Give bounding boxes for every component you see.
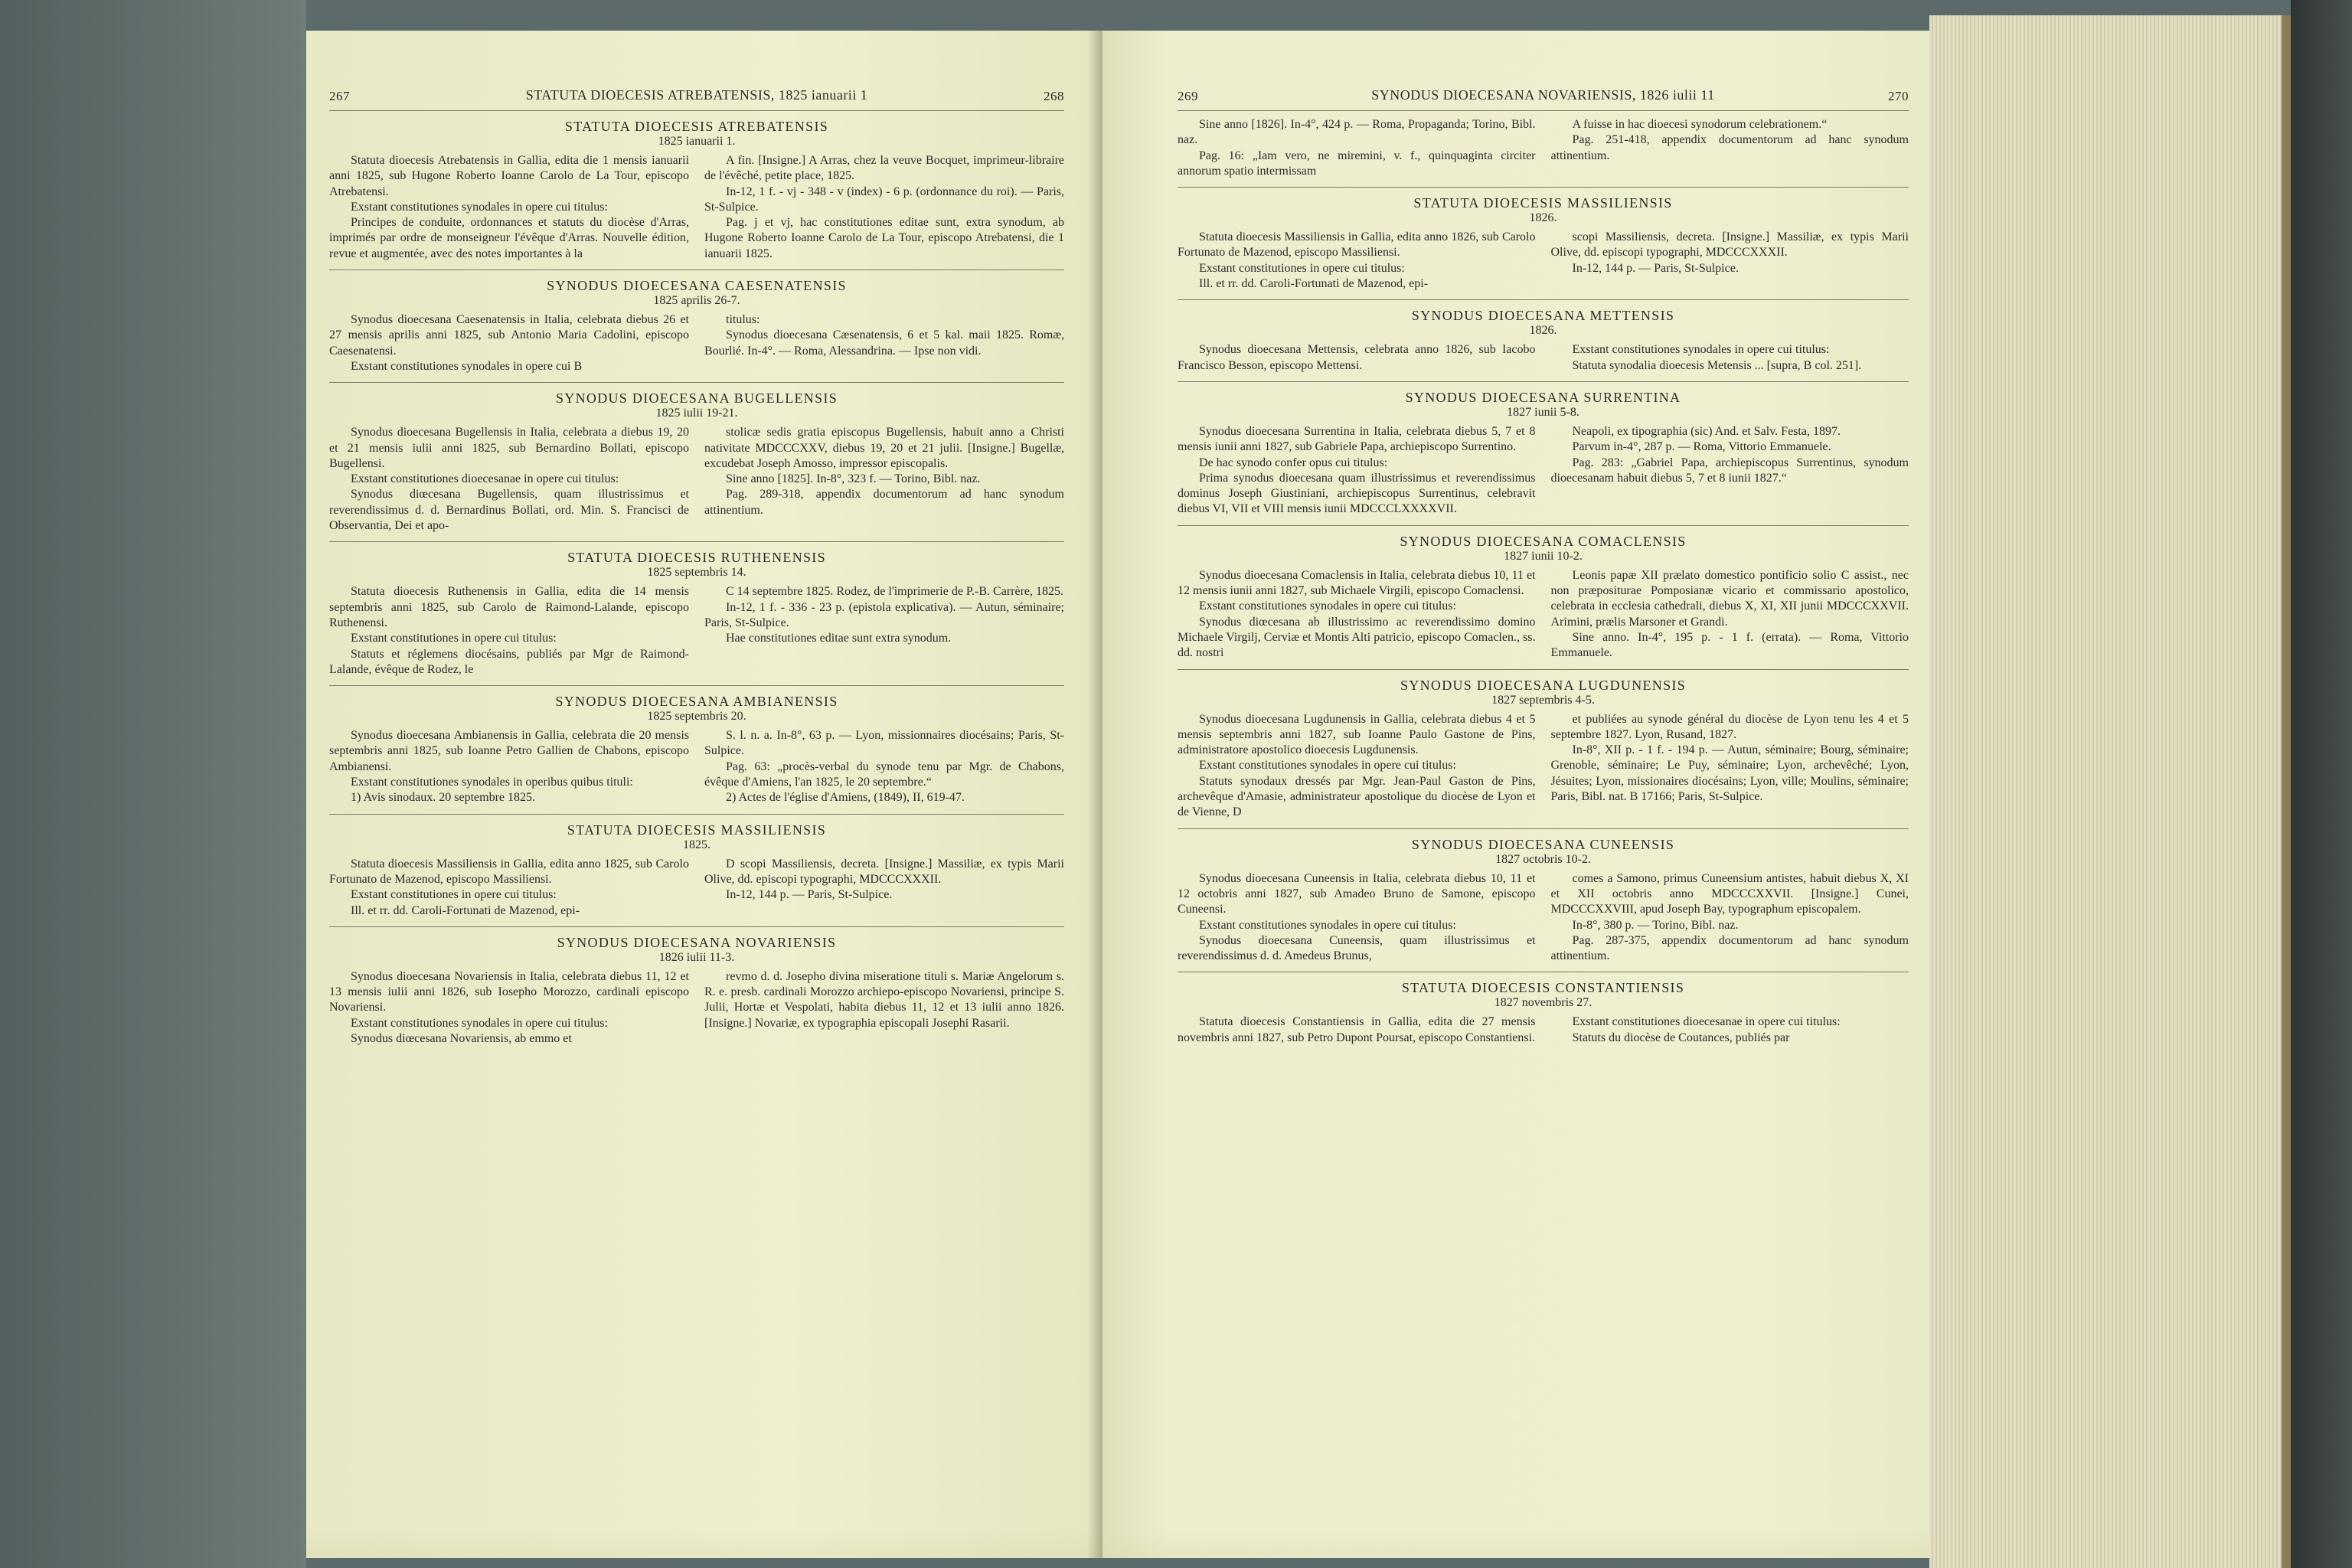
text-column bbox=[704, 857, 1064, 919]
paragraph: Exstant constitutiones synodales in opere cui titulus: bbox=[1199, 599, 1456, 613]
paragraph: Exstant constitutiones in opere cui titulus: bbox=[351, 888, 557, 902]
entry bbox=[329, 935, 1064, 1047]
paragraph: titulus: bbox=[726, 313, 760, 327]
section-divider bbox=[1178, 669, 1909, 670]
paragraph: In-8°, 380 p. — Torino, Bibl. naz. bbox=[1572, 918, 1739, 932]
text-column bbox=[1551, 117, 1909, 179]
background-left bbox=[0, 0, 306, 1568]
paragraph: scopi Massiliensis, decreta. [Insigne.] Massiliæ, ex typis Marii Olive, dd. episcopi typographi, MDCCCXXXII. bbox=[1550, 230, 1909, 260]
text-column bbox=[1551, 712, 1909, 821]
entry-title: STATUTA DIOECESIS RUTHENENSIS bbox=[567, 550, 826, 566]
entry bbox=[1178, 308, 1909, 374]
paragraph: Sine anno [1825]. In-8°, 323 f. — Torino, Bibl. naz. bbox=[726, 472, 981, 486]
text-column bbox=[704, 312, 1064, 374]
entry-date: 1825 septembris 14. bbox=[647, 566, 746, 580]
paragraph: Sine anno. In-4°, 195 p. - 1 f. (errata). — Roma, Vittorio Emmanuele. bbox=[1550, 630, 1909, 660]
paragraph: Principes de conduite, ordonnances et statuts du diocèse d'Arras, imprimés par ordre de monseigneur l'évêque d'Arras. Nouvelle édition, revue et augmentée, avec des notes importantes à la bbox=[329, 216, 689, 260]
paragraph: A fin. [Insigne.] A Arras, chez la veuve Bocquet, imprimeur-libraire de l'évêché, petite place, 1825. bbox=[704, 154, 1064, 183]
paragraph: In-12, 144 p. — Paris, St-Sulpice. bbox=[726, 888, 893, 902]
text-column bbox=[1551, 568, 1909, 662]
paragraph: Synodus diœcesana Novariensis, ab emmo et bbox=[351, 1031, 572, 1045]
divider bbox=[329, 110, 1064, 111]
text-column bbox=[704, 425, 1064, 534]
entry-title: SYNODUS DIOECESANA LUGDUNENSIS bbox=[1400, 677, 1687, 693]
section-divider bbox=[329, 541, 1064, 542]
entry bbox=[329, 119, 1064, 262]
entry-date: 1827 novembris 27. bbox=[1494, 996, 1592, 1010]
text-column bbox=[1551, 342, 1909, 374]
continued-entry bbox=[1178, 117, 1909, 179]
text-column bbox=[1178, 230, 1536, 292]
entry-title: SYNODUS DIOECESANA COMACLENSIS bbox=[1400, 533, 1687, 549]
entry-title: SYNODUS DIOECESANA CUNEENSIS bbox=[1411, 836, 1675, 852]
background-right bbox=[2291, 0, 2352, 1568]
entry bbox=[1178, 980, 1909, 1046]
section-divider bbox=[1178, 828, 1909, 829]
paragraph: Synodus dioecesana Cæsenatensis, 6 et 5 kal. maii 1825. Romæ, Bourlié. In-4°. — Roma, Alessandrina. — Ipse non vidi. bbox=[704, 328, 1064, 358]
paragraph: et publiées au synode général du diocèse de Lyon tenu les 4 et 5 septembre 1827. Lyon, Rusand, 1827. bbox=[1550, 712, 1909, 741]
entry-title: SYNODUS DIOECESANA METTENSIS bbox=[1411, 308, 1675, 324]
right-page bbox=[1102, 31, 1929, 1558]
paragraph: Statuta dioecesis Constantiensis in Gallia, edita die 27 mensis novembris anni 1827, sub Petro Dupont Poursat, episcopo Constantiensi. bbox=[1178, 1015, 1536, 1044]
paragraph: Statuta dioecesis Massiliensis in Gallia, edita anno 1825, sub Carolo Fortunato de Mazenod, episcopo Massiliensi. bbox=[329, 857, 689, 886]
paragraph: revmo d. d. Josepho divina miseratione tituli s. Mariæ Angelorum s. R. e. presb. cardinali Morozzo archiepo-episcopo Novariensi, principe S. Julii, Hortæ et Vespolati, habita diebus 11, 12 et 13 iulii anno 1826. [Insigne.] Novariæ, ex typographia episcopali Josephi Rasarii. bbox=[704, 969, 1064, 1030]
text-column bbox=[1178, 342, 1536, 374]
text-column bbox=[329, 728, 689, 805]
entry bbox=[1178, 678, 1909, 821]
divider bbox=[1178, 110, 1909, 111]
text-column bbox=[704, 584, 1064, 678]
paragraph: Prima synodus dioecesana quam illustrissimus et reverendissimus dominus Joseph Giustiniani, archiepiscopus Surrentinus, celebravit diebus VI, VII et VIII mensis iunii MDCCCLXXXXVII. bbox=[1178, 471, 1536, 516]
paragraph: In-8°, XII p. - 1 f. - 194 p. — Autun, séminaire; Bourg, séminaire; Grenoble, séminaire; Le Puy, séminaire; Lyon, archevêché; Lyon, Jésuites; Lyon, missionaires diocésains; Lyon, ville; Moulins, séminaire; Paris, Bibl. nat. B 17166; Paris, St-Sulpice. bbox=[1550, 743, 1909, 804]
paragraph: Hae constitutiones editae sunt extra synodum. bbox=[726, 632, 952, 645]
paragraph: Exstant constitutiones in opere cui titulus: bbox=[1199, 261, 1405, 275]
paragraph: Synodus dioecesana Comaclensis in Italia, celebrata diebus 10, 11 et 12 mensis iunii anni 1827, sub Michaele Virgili, episcopo Comaclensi. bbox=[1178, 568, 1536, 598]
page-number: 269 bbox=[1178, 89, 1198, 103]
running-header bbox=[1178, 84, 1909, 110]
paragraph: Exstant constitutiones synodales in opere cui titulus: bbox=[1572, 343, 1830, 357]
paragraph: Exstant constitutiones dioecesanae in opere cui titulus: bbox=[1572, 1015, 1841, 1029]
entry-list bbox=[1178, 187, 1909, 1046]
paragraph: 1) Avis sinodaux. 20 septembre 1825. bbox=[351, 791, 536, 805]
entry-date: 1826. bbox=[1529, 211, 1557, 225]
paragraph: Statuts du diocèse de Coutances, publiés par bbox=[1572, 1031, 1790, 1044]
paragraph: Parvum in-4°, 287 p. — Roma, Vittorio Emmanuele. bbox=[1572, 440, 1831, 454]
paragraph: comes a Samono, primus Cuneensium antistes, habuit diebus X, XI et XII octobris anno MDCCCXXVII. [Insigne.] Cunei, MDCCCXXVIII, apud Joseph Bay, typographum episcopalem. bbox=[1550, 871, 1909, 916]
page-edges bbox=[1929, 15, 2289, 1568]
entry-title: SYNODUS DIOECESANA AMBIANENSIS bbox=[555, 694, 838, 710]
section-divider bbox=[1178, 381, 1909, 382]
entry-date: 1827 septembris 4-5. bbox=[1491, 693, 1595, 707]
paragraph: Exstant constitutiones synodales in opere cui titulus: bbox=[351, 1016, 608, 1030]
entry-date: 1825 septembris 20. bbox=[647, 710, 746, 724]
entry bbox=[1178, 534, 1909, 662]
paragraph: Synodus dioecesana Cuneensis in Italia, celebrata diebus 10, 11 et 12 octobris anni 1827, sub Amadeo Bruno de Samone, episcopo Cuneensi. bbox=[1178, 871, 1536, 916]
paragraph: Exstant constitutiones synodales in opere cui B bbox=[351, 359, 583, 373]
paragraph: Exstant constitutiones synodales in operibus quibus tituli: bbox=[351, 776, 633, 789]
paragraph: Pag. j et vj, hac constitutiones editae sunt, extra synodum, ab Hugone Roberto Ioanne Carolo de La Tour, episcopo Atrebatensi, die 1 ianuarii 1825. bbox=[704, 216, 1064, 260]
text-column bbox=[1178, 1014, 1536, 1046]
paragraph: 2) Actes de l'église d'Amiens, (1849), II, 619-47. bbox=[726, 791, 965, 805]
left-page bbox=[306, 31, 1102, 1558]
paragraph: Exstant constitutiones dioecesanae in opere cui titulus: bbox=[351, 472, 619, 486]
paragraph: In-12, 1 f. - 336 - 23 p. (epistola explicativa). — Autun, séminaire; Paris, St-Sulpice. bbox=[704, 600, 1064, 629]
text-column bbox=[1178, 871, 1536, 965]
paragraph: Statuta dioecesis Ruthenensis in Gallia, edita die 14 mensis septembris anni 1825, sub Carolo de Raimond-Lalande, episcopo Ruthenensi. bbox=[329, 585, 689, 629]
entry-date: 1827 iunii 10-2. bbox=[1504, 549, 1583, 563]
entry-title: SYNODUS DIOECESANA CAESENATENSIS bbox=[547, 278, 847, 294]
paragraph: Synodus dioecesana Surrentina in Italia, celebrata diebus 5, 7 et 8 mensis iunii anni 1827, sub Gabriele Papa, archiepiscopo Surrentino. bbox=[1178, 424, 1536, 454]
section-divider bbox=[329, 382, 1064, 383]
paragraph: Pag. 287-375, appendix documentorum ad hanc synodum attinentium. bbox=[1550, 933, 1909, 963]
text-column bbox=[329, 425, 689, 534]
paragraph: De hac synodo confer opus cui titulus: bbox=[1199, 456, 1388, 469]
paragraph: Exstant constitutiones synodales in opere cui titulus: bbox=[351, 200, 608, 214]
entry bbox=[329, 278, 1064, 374]
text-column bbox=[704, 153, 1064, 262]
text-column bbox=[1178, 424, 1536, 518]
paragraph: C 14 septembre 1825. Rodez, de l'imprimerie de P.-B. Carrère, 1825. bbox=[726, 585, 1063, 599]
paragraph: Sine anno [1826]. In-4°, 424 p. — Roma, Propaganda; Torino, Bibl. naz. bbox=[1178, 118, 1536, 147]
section-divider bbox=[329, 814, 1064, 815]
paragraph: A fuisse in hac dioecesi synodorum celebrationem.“ bbox=[1572, 118, 1828, 131]
text-column bbox=[329, 969, 689, 1047]
entry-title: SYNODUS DIOECESANA SURRENTINA bbox=[1405, 389, 1681, 405]
paragraph: D scopi Massiliensis, decreta. [Insigne.] Massiliæ, ex typis Marii Olive, dd. episcopi typographi, MDCCCXXXII. bbox=[704, 857, 1064, 886]
text-column bbox=[1551, 871, 1909, 965]
text-column bbox=[329, 584, 689, 678]
text-column bbox=[1178, 712, 1536, 821]
entry bbox=[329, 822, 1064, 919]
entry-title: STATUTA DIOECESIS ATREBATENSIS bbox=[564, 119, 829, 134]
text-column bbox=[329, 857, 689, 919]
text-column bbox=[1178, 568, 1536, 662]
paragraph: Pag. 251-418, appendix documentorum ad hanc synodum attinentium. bbox=[1550, 133, 1909, 162]
paragraph: In-12, 144 p. — Paris, St-Sulpice. bbox=[1572, 261, 1739, 275]
entry-title: STATUTA DIOECESIS MASSILIENSIS bbox=[567, 822, 827, 838]
section-divider bbox=[329, 685, 1064, 686]
text-column bbox=[1551, 1014, 1909, 1046]
entry-title: SYNODUS DIOECESANA BUGELLENSIS bbox=[555, 390, 838, 407]
running-title: STATUTA DIOECESIS ATREBATENSIS, 1825 ianuarii 1 bbox=[525, 87, 868, 103]
entry-title: STATUTA DIOECESIS CONSTANTIENSIS bbox=[1401, 980, 1685, 996]
paragraph: stolicæ sedis gratia episcopus Bugellensis, habuit anno a Christi nativitate MDCCCXXV, diebus 19, 20 et 21 julii. [Insigne.] Bugellæ, excudebat Joseph Amosso, impressor episcopalis. bbox=[704, 426, 1064, 470]
paragraph: Pag. 63: „procès-verbal du synode tenu par Mgr. de Chabons, évêque d'Amiens, l'an 1825, le 20 septembre.“ bbox=[704, 760, 1064, 789]
text-column bbox=[704, 728, 1064, 805]
entry-title: SYNODUS DIOECESANA NOVARIENSIS bbox=[557, 934, 837, 950]
paragraph: Synodus dioecesana Mettensis, celebrata anno 1826, sub Iacobo Francisco Besson, episcopo Mettensi. bbox=[1178, 343, 1536, 372]
entry-date: 1825 ianuarii 1. bbox=[658, 135, 736, 148]
section-divider bbox=[1178, 525, 1909, 526]
entry bbox=[1178, 195, 1909, 292]
entry-date: 1825. bbox=[683, 838, 710, 851]
text-column bbox=[329, 153, 689, 262]
paragraph: Statuta dioecesis Atrebatensis in Gallia, edita die 1 mensis ianuarii anni 1825, sub Hugone Roberto Ioanne Carolo de La Tour, episcopo Atrebatensi. bbox=[329, 154, 689, 198]
text-column bbox=[704, 969, 1064, 1047]
paragraph: Exstant constitutiones synodales in opere cui titulus: bbox=[1199, 918, 1456, 932]
page-number: 267 bbox=[329, 89, 350, 103]
section-divider bbox=[1178, 187, 1909, 188]
paragraph: Exstant constitutiones synodales in opere cui titulus: bbox=[1199, 759, 1456, 773]
paragraph: Synodus diœcesana ab illustrissimo ac reverendissimo domino Michaele Virgilj, Cerviæ et Montis Alti patricio, episcopo Comaclen., ss. dd. nostri bbox=[1178, 615, 1536, 660]
text-column bbox=[1551, 230, 1909, 292]
paragraph: Statuts synodaux dressés par Mgr. Jean-Paul Gaston de Pins, archevêque d'Amasie, administrateur apostolique du diocèse de Lyon et de Vienne, D bbox=[1178, 774, 1536, 819]
text-column bbox=[1178, 117, 1536, 179]
entry bbox=[1178, 837, 1909, 965]
entry bbox=[329, 390, 1064, 534]
paragraph: Ill. et rr. dd. Caroli-Fortunati de Mazenod, epi- bbox=[1199, 277, 1429, 291]
paragraph: Exstant constitutiones in opere cui titulus: bbox=[351, 632, 557, 645]
paragraph: Synodus dioecesana Cuneensis, quam illustrissimus et reverendissimus d. d. Amedeus Brunus, bbox=[1178, 933, 1536, 963]
section-divider bbox=[329, 926, 1064, 927]
paragraph: Statuta dioecesis Massiliensis in Gallia, edita anno 1826, sub Carolo Fortunato de Mazenod, episcopo Massiliensi. bbox=[1178, 230, 1536, 260]
entry-date: 1826. bbox=[1529, 324, 1557, 338]
paragraph: Pag. 16: „Iam vero, ne miremini, v. f., quinquaginta circiter annorum spatio intermissam bbox=[1178, 149, 1536, 178]
entry-title: STATUTA DIOECESIS MASSILIENSIS bbox=[1413, 195, 1673, 211]
paragraph: Synodus dioecesana Ambianensis in Gallia, celebrata die 20 mensis septembris anni 1825, sub Ioanne Petro Gallien de Chabons, episcopo Ambianensi. bbox=[329, 729, 689, 773]
paragraph: Synodus dioecesana Lugdunensis in Gallia, celebrata diebus 4 et 5 mensis septembris anni 1827, sub Ioanne Paulo Gastone de Pins, administratore apostolico dioecesis Lugdunensis. bbox=[1178, 712, 1536, 757]
entry-date: 1826 iulii 11-3. bbox=[658, 950, 735, 964]
paragraph: Statuts et réglemens diocésains, publiés par Mgr de Raimond-Lalande, évêque de Rodez, le bbox=[329, 647, 689, 676]
paragraph: Pag. 283: „Gabriel Papa, archiepiscopus Surrentinus, synodum dioecesanam habuit diebus 5, 7 et 8 iunii 1827.“ bbox=[1550, 456, 1909, 485]
page-number: 270 bbox=[1888, 89, 1909, 103]
paragraph: Neapoli, ex tipographia (sic) And. et Salv. Festa, 1897. bbox=[1572, 424, 1841, 438]
entry-date: 1825 iulii 19-21. bbox=[655, 407, 738, 420]
entry bbox=[329, 694, 1064, 805]
entry-date: 1827 octobris 10-2. bbox=[1495, 852, 1591, 866]
section-divider bbox=[1178, 299, 1909, 300]
text-column bbox=[329, 312, 689, 374]
paragraph: Synodus dioecesana Bugellensis in Italia, celebrata a diebus 19, 20 et 21 mensis iulii anni 1825, sub Bernardino Bollati, episcopo Bugellensi. bbox=[329, 426, 689, 470]
paragraph: In-12, 1 f. - vj - 348 - v (index) - 6 p. (ordonnance du roi). — Paris, St-Sulpice. bbox=[704, 185, 1064, 214]
page-number: 268 bbox=[1044, 89, 1064, 103]
paragraph: Synodus diœcesana Bugellensis, quam illustrissimus et reverendissimus d. d. Bernardinus Bollati, ord. Min. S. Francisci de Observantia, Dei et apo- bbox=[329, 488, 689, 533]
paragraph: S. l. n. a. In-8°, 63 p. — Lyon, missionnaires diocésains; Paris, St-Sulpice. bbox=[704, 729, 1064, 758]
entry-list bbox=[329, 119, 1064, 1047]
entry bbox=[1178, 390, 1909, 518]
paragraph: Statuta synodalia dioecesis Metensis ... [supra, B col. 251]. bbox=[1572, 358, 1862, 372]
text-column bbox=[1551, 424, 1909, 518]
entry-date: 1825 aprilis 26-7. bbox=[653, 294, 740, 308]
paragraph: Leonis papæ XII prælato domestico pontificio solio C assist., nec non præpositurae Pomposianæ vicario et commissario apostolico, celebrata in ecclesia cathedrali, diebus X, XI, XII junii MDCCCXXVII. Arimini, prælis Marsoner et Grandi. bbox=[1550, 568, 1909, 629]
paragraph: Synodus dioecesana Caesenatensis in Italia, celebrata diebus 26 et 27 mensis aprilis anni 1825, sub Antonio Maria Cadolini, episcopo Caesenatensi. bbox=[329, 313, 689, 358]
entry-date: 1827 iunii 5-8. bbox=[1507, 405, 1579, 419]
entry bbox=[329, 550, 1064, 678]
running-header bbox=[329, 84, 1064, 110]
paragraph: Ill. et rr. dd. Caroli-Fortunati de Mazenod, epi- bbox=[351, 903, 580, 917]
paragraph: Pag. 289-318, appendix documentorum ad hanc synodum attinentium. bbox=[704, 488, 1064, 517]
running-title: SYNODUS DIOECESANA NOVARIENSIS, 1826 iulii 11 bbox=[1371, 87, 1715, 103]
paragraph: Synodus dioecesana Novariensis in Italia, celebrata diebus 11, 12 et 13 mensis iulii anni 1826, sub Iosepho Morozzo, cardinali episcopo Novariensi. bbox=[329, 969, 689, 1014]
